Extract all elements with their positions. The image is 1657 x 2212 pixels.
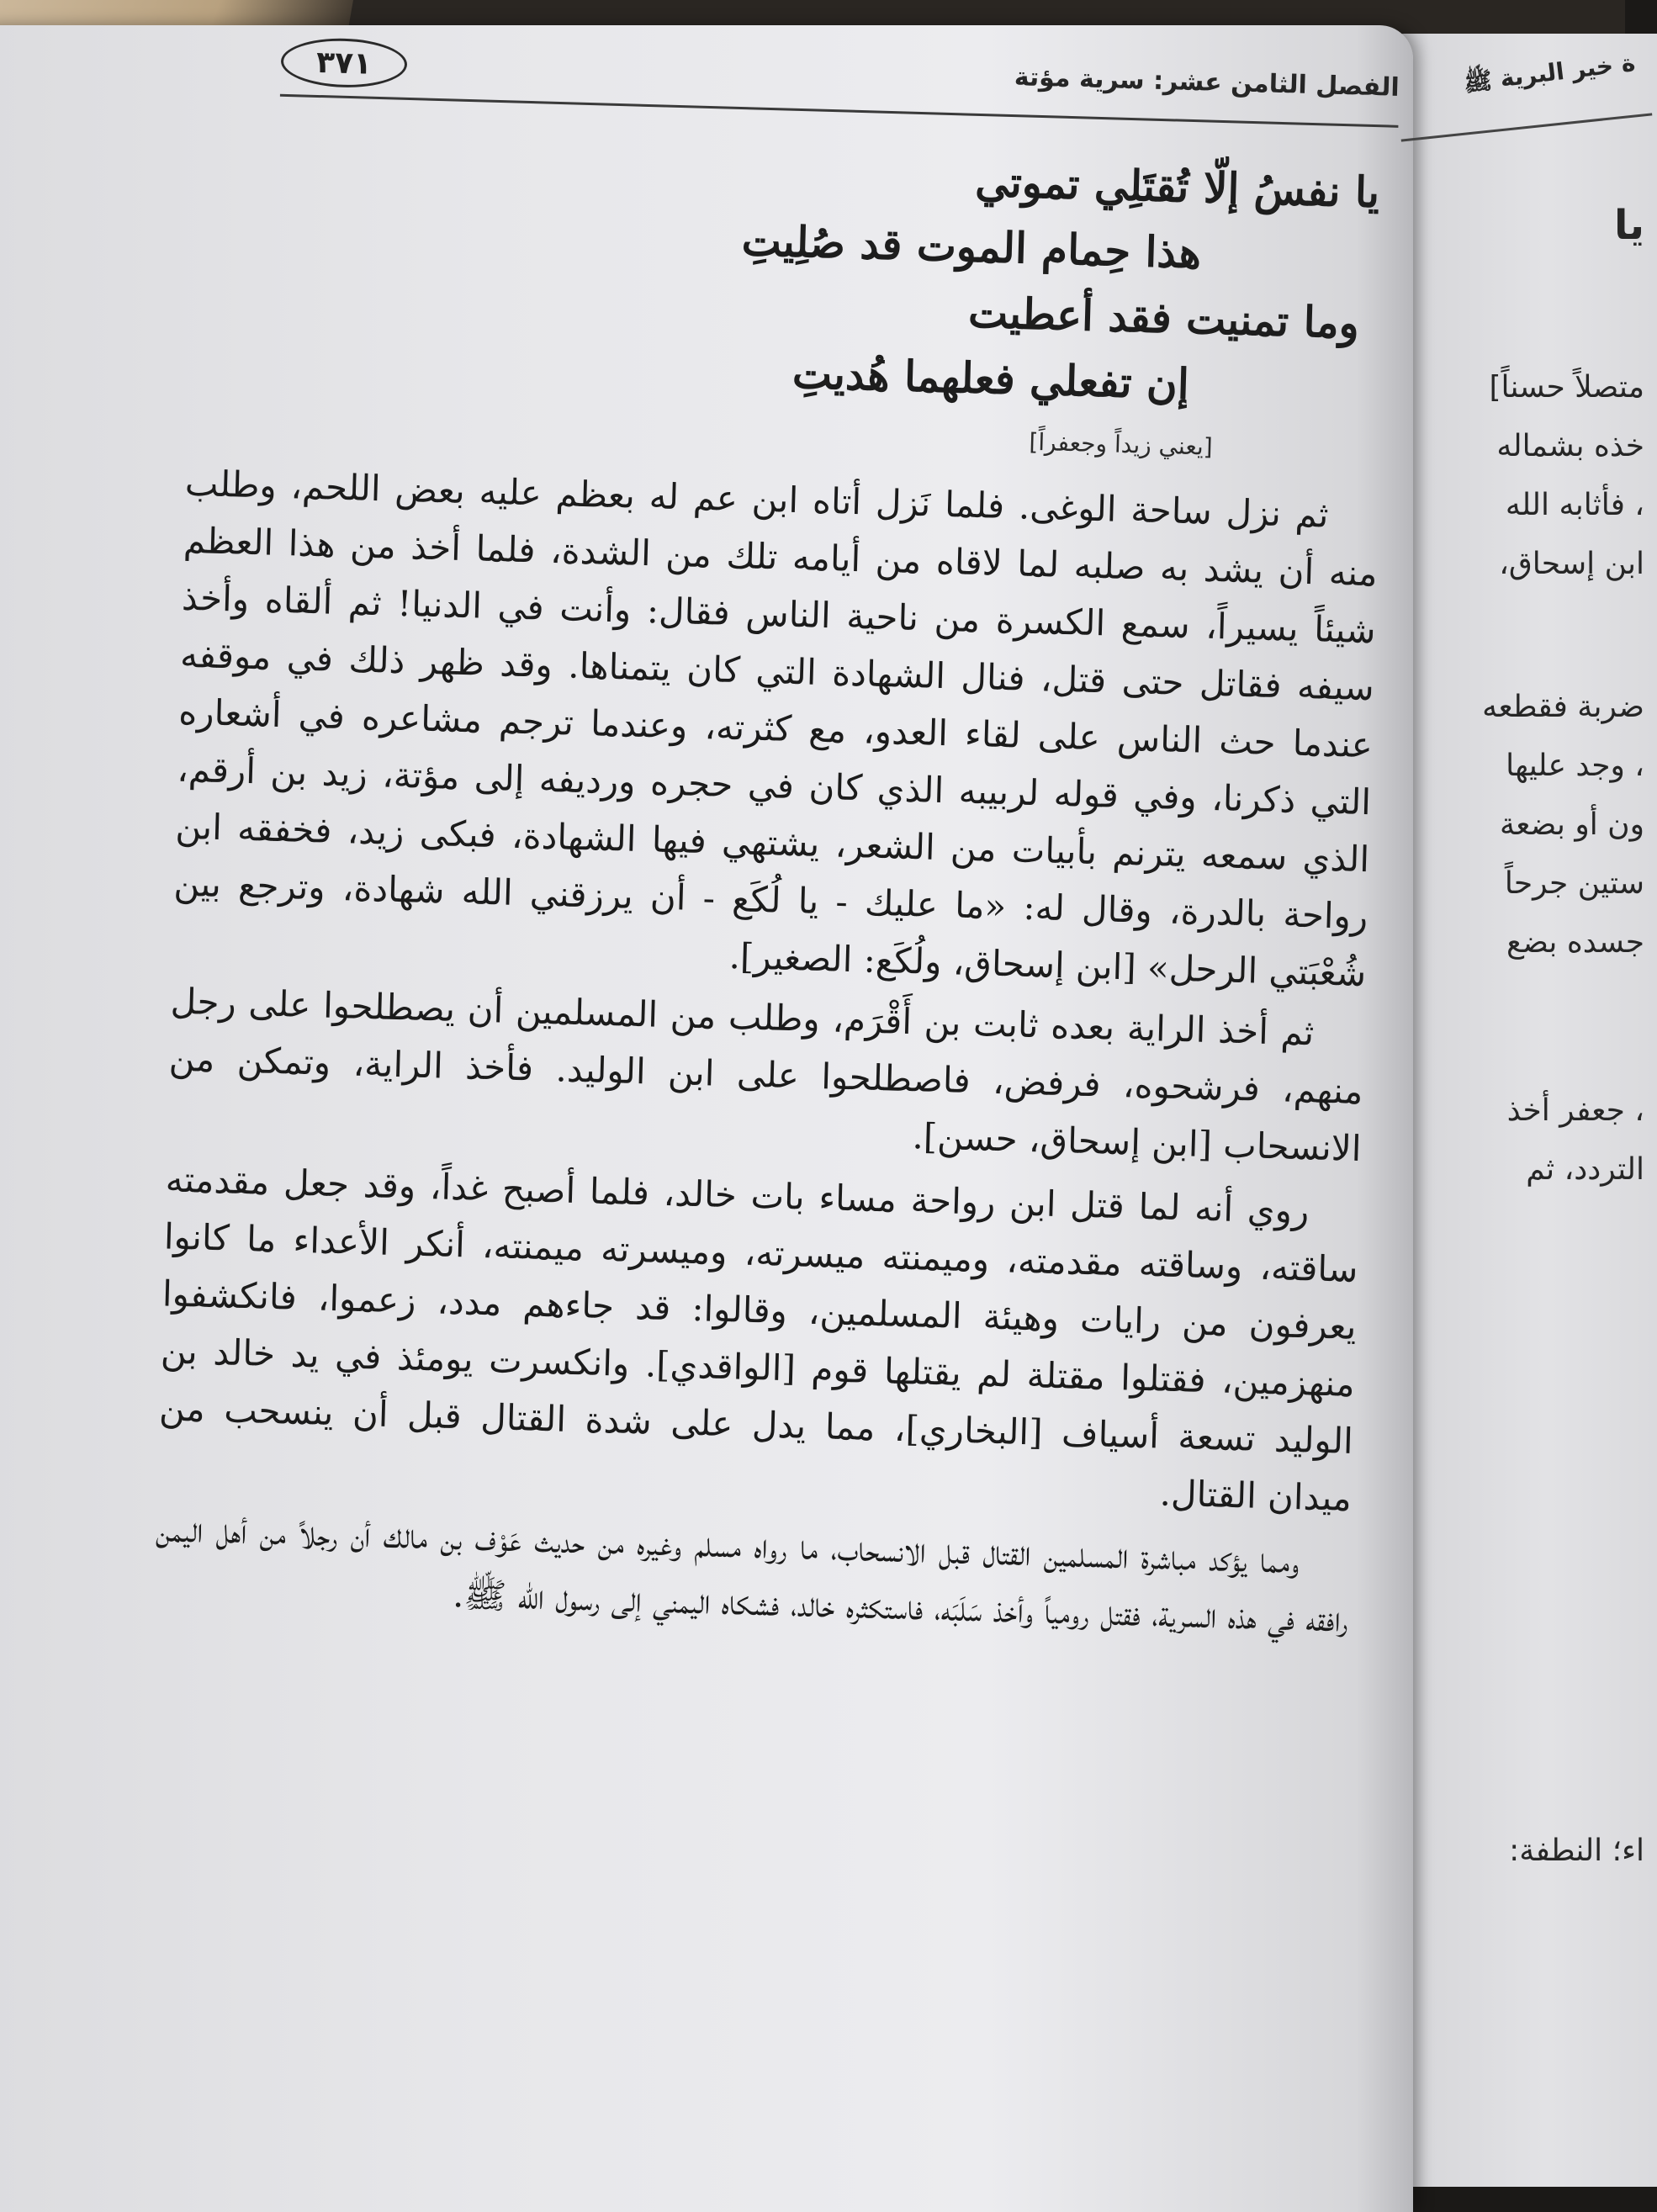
- right-page-line: جسده بضع: [1506, 925, 1644, 960]
- body-text: [153, 455, 1379, 1655]
- right-page-header: ة خير البرية ﷺ: [1462, 48, 1637, 98]
- poem-line: يا نفسُ إلّا تُقتَلِي تموتي: [974, 156, 1381, 218]
- page-number: ٣٧١: [280, 37, 408, 89]
- right-page-line: متصلاً حسناً]: [1489, 370, 1644, 405]
- paragraph: روي أنه لما قتل ابن رواحة مساء بات خالد، فلما أصبح غداً، وقد جعل مقدمته ساقته، وساقته مقدمته، وميمنته ميسرته، وميسرته ميمنته، أنكر الأعداء ما كانوا يعرفون من رايات وهيئة المسلمين، وقالوا: قد جاءهم مدد، زعموا، فانكشفوا منهزمين، فقتلوا مقتلة لم يقتلها قوم [الواقدي]. وانكسرت يومئذ في يد خالد بن الوليد تسعة أسياف [البخاري]، مما يدل على شدة القتال قبل أن ينسحب من ميدان القتال.: [158, 1158, 1359, 1519]
- right-page-line: ون أو بضعة: [1499, 807, 1644, 842]
- right-page-line: ، وجد عليها: [1506, 749, 1644, 783]
- paragraph: ثم أخذ الراية بعده ثابت بن أَقْرَم، وطلب من المسلمين أن يصطلحوا على رجل منهم، فرشحوه، فرفض، فاصطلحوا على ابن الوليد. فأخذ الراية، وتمكن من الانسحاب [ابن إسحاق، حسن].: [168, 980, 1364, 1170]
- right-page-line: ستين جرحاً: [1504, 866, 1644, 901]
- right-page-line: يا: [1613, 202, 1644, 249]
- paragraph: ومما يؤكد مباشرة المسلمين القتال قبل الانسحاب، ما رواه مسلم وغيره من حديث عَوْف بن مالك أن رجلاً من أهل اليمن رافقه في هذه السرية، فقتل رومياً وأخذ سَلَبَه، فاستكثره خالد، فشكاه اليمني إلى رسول الله ﷺ.: [155, 1508, 1349, 1640]
- right-page-line: ، جعفر أخذ: [1506, 1093, 1644, 1128]
- chapter-title: الفصل الثامن عشر: سرية مؤتة: [1014, 62, 1400, 103]
- poem-line: إن تفعلي فعلهما هُديتِ: [791, 347, 1190, 410]
- right-page-line: التردد، ثم: [1526, 1152, 1644, 1187]
- poem-note: [يعني زيداً وجعفراً]: [1029, 427, 1214, 461]
- running-header: [279, 37, 1400, 144]
- paragraph: ثم نزل ساحة الوغى. فلما نَزل أتاه ابن عم له بعظم عليه بعض اللحم، وطلب منه أن يشد به صلبه لما لاقاه من أيامه تلك من الشدة، فلما أخذ من هذا العظم شيئاً يسيراً، سمع الكسرة من ناحية الناس فقال: وأنت في الدنيا! ثم ألقاه وأخذ سيفه فقاتل حتى قتل، فنال الشهادة التي كان يتمناها. وقد ظهر ذلك في موقفه عندما حث الناس على لقاء العدو، مع كثرته، وعندما ترجم مشاعره في أشعاره التي ذكرنا، وفي قوله لربيبه الذي كان في حجره ورديفه إلى مؤتة، زيد بن أرقم، الذي سمعه يترنم بأبيات من الشعر، يشتهي فيها الشهادة، فبكى زيد، فخفقه ابن رواحة بالدرة، وقال له: «ما عليك - يا لُكَع - أن يرزقني الله شهادة، وترجع بين شُعْبَتي الرحل» [ابن إسحاق، ولُكَع: الصغير].: [173, 462, 1379, 995]
- right-page-line: خذه بشماله: [1496, 429, 1644, 463]
- right-page-line: ابن إسحاق،: [1499, 547, 1644, 581]
- header-rule: [280, 94, 1399, 128]
- poem-line: وما تمنيت فقد أعطيت: [967, 287, 1360, 348]
- right-page-line: ضربة فقطعه: [1482, 690, 1644, 724]
- right-page-line: اء؛ النطفة:: [1509, 1834, 1644, 1868]
- poem-line: هذا حِمام الموت قد صُلِيتِ: [741, 215, 1202, 278]
- right-page-line: ، فأثابه الله: [1505, 488, 1644, 522]
- poem-block: [415, 133, 1397, 422]
